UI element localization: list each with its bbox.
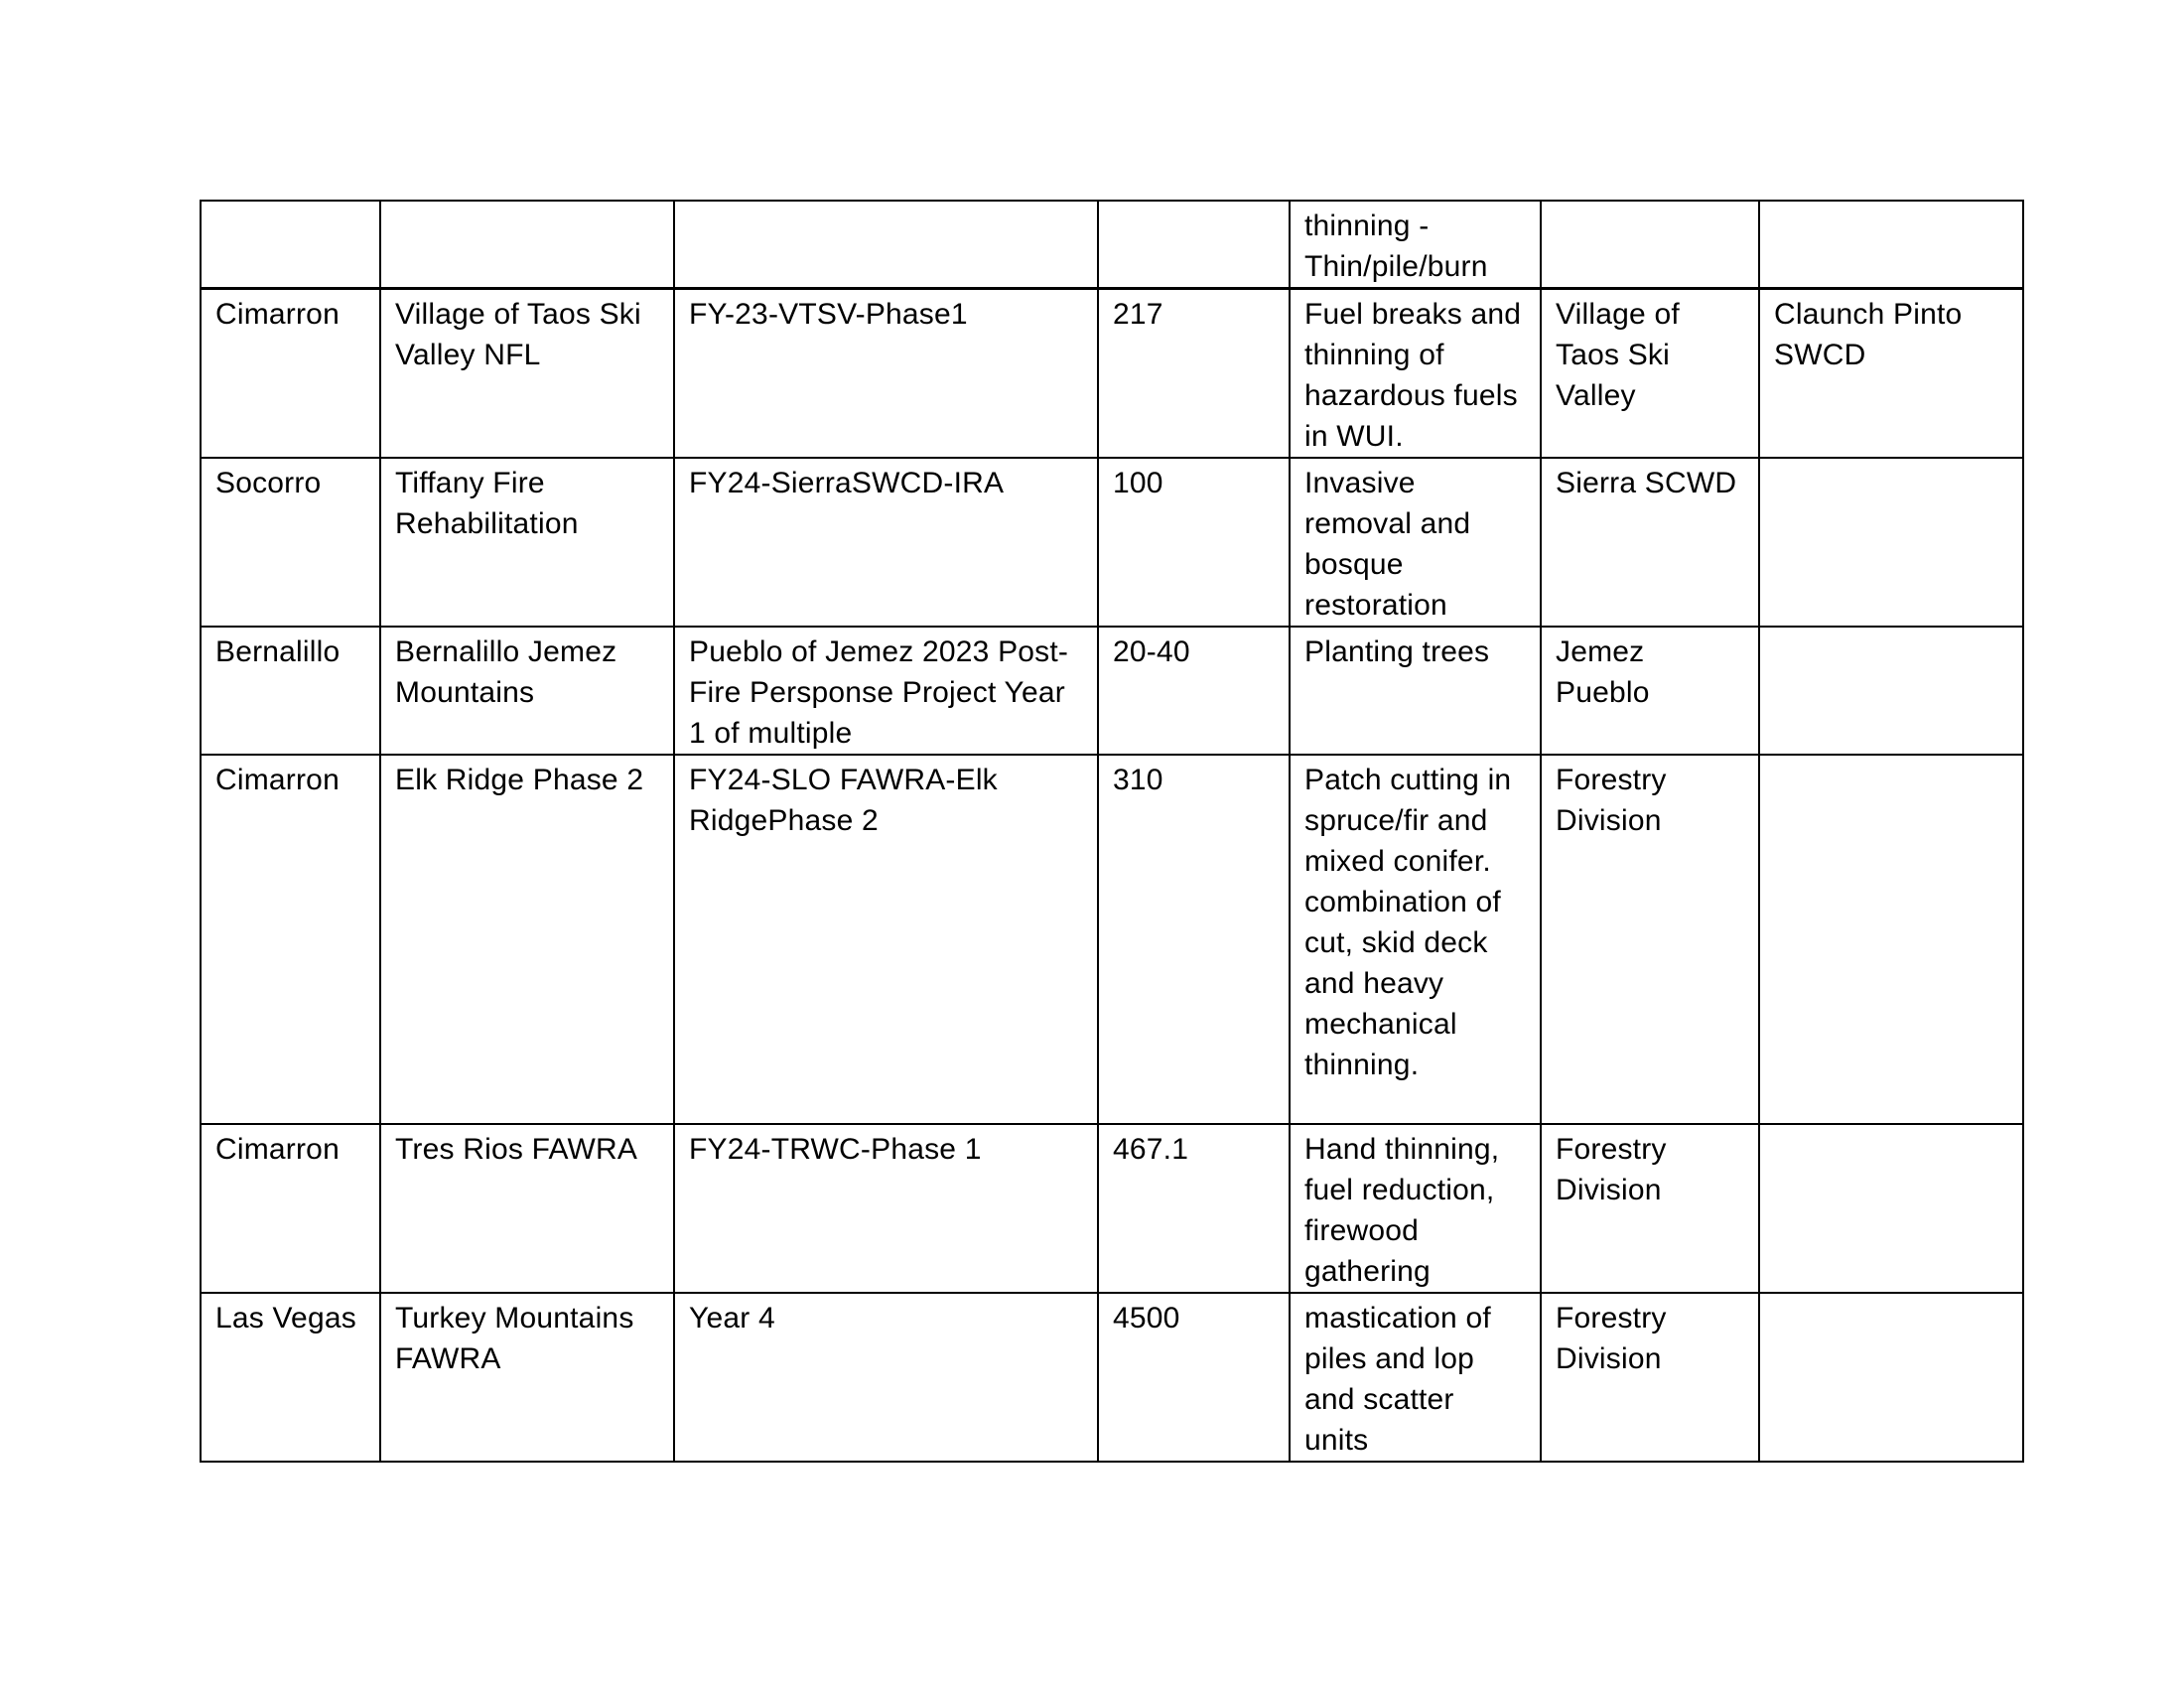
acres-cell: 100: [1098, 458, 1290, 627]
project-id-cell: FY24-SierraSWCD-IRA: [674, 458, 1098, 627]
lead-agency-cell: Forestry Division: [1541, 755, 1759, 1124]
lead-agency-cell: Jemez Pueblo: [1541, 627, 1759, 755]
partner-cell: [1759, 755, 2023, 1124]
partner-cell: [1759, 1124, 2023, 1293]
project-name-cell: Turkey Mountains FAWRA: [380, 1293, 674, 1462]
lead-agency-cell: Forestry Division: [1541, 1124, 1759, 1293]
partner-cell: Claunch Pinto SWCD: [1759, 289, 2023, 459]
project-name-cell: Village of Taos Ski Valley NFL: [380, 289, 674, 459]
project-name-cell: [380, 201, 674, 289]
table-row: [201, 289, 2023, 459]
project-id-cell: [674, 201, 1098, 289]
district-cell: Cimarron: [201, 289, 380, 459]
lead-agency-cell: Village of Taos Ski Valley: [1541, 289, 1759, 459]
acres-cell: [1098, 201, 1290, 289]
district-cell: Las Vegas: [201, 1293, 380, 1462]
table-row: [201, 1124, 2023, 1293]
acres-cell: 310: [1098, 755, 1290, 1124]
treatment-cell: Hand thinning, fuel reduction, firewood gathering: [1290, 1124, 1541, 1293]
district-cell: Cimarron: [201, 1124, 380, 1293]
treatment-cell: Planting trees: [1290, 627, 1541, 755]
acres-cell: 467.1: [1098, 1124, 1290, 1293]
treatment-cell: thinning - Thin/pile/burn: [1290, 201, 1541, 289]
district-cell: Cimarron: [201, 755, 380, 1124]
partner-cell: [1759, 1293, 2023, 1462]
district-cell: Socorro: [201, 458, 380, 627]
table-row: [201, 1293, 2023, 1462]
acres-cell: 20-40: [1098, 627, 1290, 755]
project-name-cell: Elk Ridge Phase 2: [380, 755, 674, 1124]
treatment-cell: Invasive removal and bosque restoration: [1290, 458, 1541, 627]
project-id-cell: FY24-SLO FAWRA-Elk RidgePhase 2: [674, 755, 1098, 1124]
partner-cell: [1759, 201, 2023, 289]
project-id-cell: FY-23-VTSV-Phase1: [674, 289, 1098, 459]
project-id-cell: Pueblo of Jemez 2023 Post-Fire Persponse Project Year 1 of multiple: [674, 627, 1098, 755]
project-name-cell: Bernalillo Jemez Mountains: [380, 627, 674, 755]
acres-cell: 4500: [1098, 1293, 1290, 1462]
project-name-cell: Tres Rios FAWRA: [380, 1124, 674, 1293]
treatment-cell: mastication of piles and lop and scatter units: [1290, 1293, 1541, 1462]
partner-cell: [1759, 458, 2023, 627]
project-name-cell: Tiffany Fire Rehabilitation: [380, 458, 674, 627]
district-cell: Bernalillo: [201, 627, 380, 755]
partner-cell: [1759, 627, 2023, 755]
projects-table: [200, 200, 2024, 1463]
lead-agency-cell: Sierra SCWD: [1541, 458, 1759, 627]
project-id-cell: Year 4: [674, 1293, 1098, 1462]
lead-agency-cell: [1541, 201, 1759, 289]
treatment-cell: Fuel breaks and thinning of hazardous fuels in WUI.: [1290, 289, 1541, 459]
table-row: [201, 201, 2023, 289]
acres-cell: 217: [1098, 289, 1290, 459]
table-row: [201, 627, 2023, 755]
treatment-cell: Patch cutting in spruce/fir and mixed conifer. combination of cut, skid deck and heavy mechanical thinning.: [1290, 755, 1541, 1124]
table-row: [201, 755, 2023, 1124]
table-row: [201, 458, 2023, 627]
project-id-cell: FY24-TRWC-Phase 1: [674, 1124, 1098, 1293]
district-cell: [201, 201, 380, 289]
lead-agency-cell: Forestry Division: [1541, 1293, 1759, 1462]
